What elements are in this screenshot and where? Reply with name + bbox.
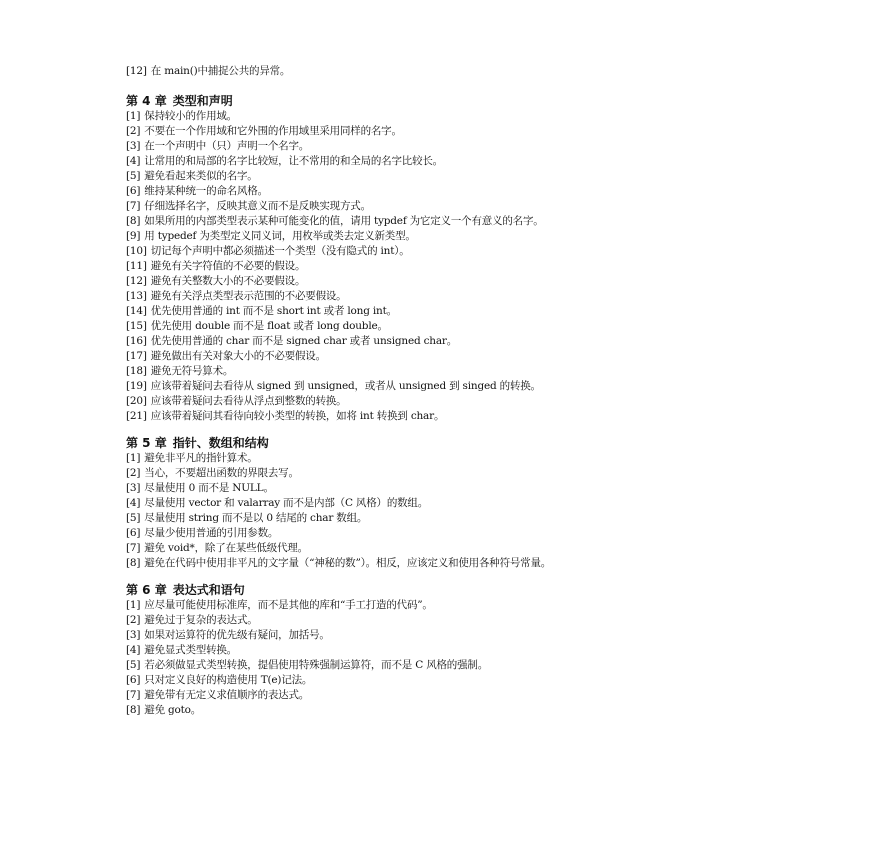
item-text: 当心，不要超出函数的界限去写。 [144, 467, 299, 479]
item-number: [8] [126, 557, 141, 569]
item-number: [6] [126, 185, 141, 197]
list-item [126, 289, 846, 304]
item-number: [1] [126, 452, 141, 464]
item-number: [16] [126, 335, 147, 347]
list-item [126, 319, 846, 334]
item-text: 尽量使用 vector 和 valarray 而不是内部（C 风格）的数组。 [144, 497, 429, 509]
list-item [126, 658, 846, 673]
item-text: 如果所用的内部类型表示某种可能变化的值，请用 typdef 为它定义一个有意义的名字。 [144, 215, 544, 227]
item-number: [20] [126, 395, 147, 407]
list-item [126, 259, 846, 274]
list-item [126, 526, 846, 541]
list-item [126, 154, 846, 169]
item-number: [7] [126, 689, 141, 701]
item-text: 在一个声明中（只）声明一个名字。 [144, 140, 310, 152]
list-item [126, 274, 846, 289]
chapter-6-list [126, 598, 846, 718]
chapter-title: 指针、数组和结构 [172, 436, 269, 450]
list-item [126, 451, 846, 466]
item-number: [17] [126, 350, 147, 362]
item-number: [1] [126, 110, 141, 122]
chapter-title: 表达式和语句 [172, 583, 245, 597]
item-text: 只对定义良好的构造使用 T(e)记法。 [144, 674, 313, 686]
item-text: 应尽量可能使用标准库，而不是其他的库和“手工打造的代码”。 [144, 599, 433, 611]
chapter-4-heading [126, 93, 846, 109]
chapter-title: 类型和声明 [172, 94, 233, 108]
item-text: 避免带有无定义求值顺序的表达式。 [144, 689, 310, 701]
list-item [126, 598, 846, 613]
item-number: [8] [126, 704, 141, 716]
item-number: [6] [126, 674, 141, 686]
item-text: 优先使用普通的 char 而不是 signed char 或者 unsigned char。 [150, 335, 458, 347]
item-number: [4] [126, 155, 141, 167]
chapter-number: 第 6 章 [126, 583, 167, 597]
item-text: 若必须做显式类型转换，提倡使用特殊强制运算符，而不是 C 风格的强制。 [144, 659, 488, 671]
item-number: [4] [126, 644, 141, 656]
list-item [126, 244, 846, 259]
item-text: 避免无符号算术。 [150, 365, 234, 377]
item-text: 避免非平凡的指针算术。 [144, 452, 258, 464]
list-item [126, 349, 846, 364]
item-text: 尽量少使用普通的引用参数。 [144, 527, 279, 539]
item-text: 保持较小的作用域。 [144, 110, 237, 122]
list-item [126, 643, 846, 658]
item-text: 避免在代码中使用非平凡的文字量（“神秘的数”）。相反，应该定义和使用各种符号常量。 [144, 557, 552, 569]
list-item [126, 556, 846, 571]
item-number: [10] [126, 245, 147, 257]
item-number: [3] [126, 482, 141, 494]
chapter-4-list [126, 109, 846, 424]
item-number: [12] [126, 65, 147, 77]
list-item [126, 109, 846, 124]
list-item [126, 511, 846, 526]
list-item [126, 334, 846, 349]
list-item [126, 703, 846, 718]
item-text: 仔细选择名字，反映其意义而不是反映实现方式。 [144, 200, 371, 212]
item-text: 维持某种统一的命名风格。 [144, 185, 268, 197]
chapter-number: 第 4 章 [126, 94, 167, 108]
list-item [126, 199, 846, 214]
chapter-5-heading [126, 435, 846, 451]
document-page [126, 64, 846, 718]
item-text: 应该带着疑问去看待从浮点到整数的转换。 [150, 395, 347, 407]
item-text: 尽量使用 string 而不是以 0 结尾的 char 数组。 [144, 512, 368, 524]
item-text: 优先使用 double 而不是 float 或者 long double。 [150, 320, 388, 332]
item-text: 应该带着疑问其看待向较小类型的转换，如将 int 转换到 char。 [150, 410, 445, 422]
item-number: [5] [126, 512, 141, 524]
list-item [126, 673, 846, 688]
item-text: 避免做出有关对象大小的不必要假设。 [150, 350, 326, 362]
list-item [126, 379, 846, 394]
list-item [126, 139, 846, 154]
item-text: 应该带着疑问去看待从 signed 到 unsigned，或者从 unsigned 到 singed 的转换。 [150, 380, 541, 392]
item-number: [21] [126, 410, 147, 422]
list-item [126, 496, 846, 511]
chapter-number: 第 5 章 [126, 436, 167, 450]
item-text: 切记每个声明中都必须描述一个类型（没有隐式的 int）。 [150, 245, 410, 257]
item-text: 用 typedef 为类型定义同义词，用枚举或类去定义新类型。 [144, 230, 416, 242]
item-number: [3] [126, 140, 141, 152]
item-number: [4] [126, 497, 141, 509]
item-text: 避免 void*，除了在某些低级代理。 [144, 542, 308, 554]
chapter-5-list [126, 451, 846, 571]
list-item [126, 304, 846, 319]
item-text: 让常用的和局部的名字比较短，让不常用的和全局的名字比较长。 [144, 155, 443, 167]
item-number: [7] [126, 200, 141, 212]
item-number: [14] [126, 305, 147, 317]
list-item [126, 409, 846, 424]
item-number: [12] [126, 275, 147, 287]
item-number: [18] [126, 365, 147, 377]
item-number: [13] [126, 290, 147, 302]
item-number: [2] [126, 614, 141, 626]
list-item [126, 124, 846, 139]
item-text: 不要在一个作用域和它外围的作用域里采用同样的名字。 [144, 125, 402, 137]
item-text: 避免 goto。 [144, 704, 202, 716]
list-item [126, 628, 846, 643]
item-number: [15] [126, 320, 147, 332]
item-number: [6] [126, 527, 141, 539]
list-item [126, 169, 846, 184]
item-number: [9] [126, 230, 141, 242]
item-number: [19] [126, 380, 147, 392]
item-text: 避免看起来类似的名字。 [144, 170, 258, 182]
list-item [126, 229, 846, 244]
item-number: [2] [126, 125, 141, 137]
chapter-6-heading [126, 582, 846, 598]
item-number: [11] [126, 260, 147, 272]
item-text: 如果对运算符的优先级有疑问，加括号。 [144, 629, 330, 641]
item-text: 尽量使用 0 而不是 NULL。 [144, 482, 274, 494]
list-item [126, 214, 846, 229]
list-item [126, 613, 846, 628]
item-text: 避免显式类型转换。 [144, 644, 237, 656]
list-item [126, 184, 846, 199]
list-item [126, 481, 846, 496]
item-text: 避免有关字符值的不必要的假设。 [150, 260, 306, 272]
item-number: [1] [126, 599, 141, 611]
item-number: [3] [126, 629, 141, 641]
list-item [126, 688, 846, 703]
item-number: [8] [126, 215, 141, 227]
item-text: 在 main()中捕捉公共的异常。 [150, 65, 291, 77]
list-item [126, 541, 846, 556]
item-text: 优先使用普通的 int 而不是 short int 或者 long int。 [150, 305, 397, 317]
list-item [126, 466, 846, 481]
item-number: [7] [126, 542, 141, 554]
item-text: 避免有关浮点类型表示范围的不必要假设。 [150, 290, 347, 302]
list-item [126, 364, 846, 379]
item-number: [5] [126, 170, 141, 182]
item-number: [2] [126, 467, 141, 479]
item-number: [5] [126, 659, 141, 671]
list-item [126, 394, 846, 409]
item-text: 避免有关整数大小的不必要假设。 [150, 275, 306, 287]
intro-item [126, 64, 846, 79]
item-text: 避免过于复杂的表达式。 [144, 614, 258, 626]
